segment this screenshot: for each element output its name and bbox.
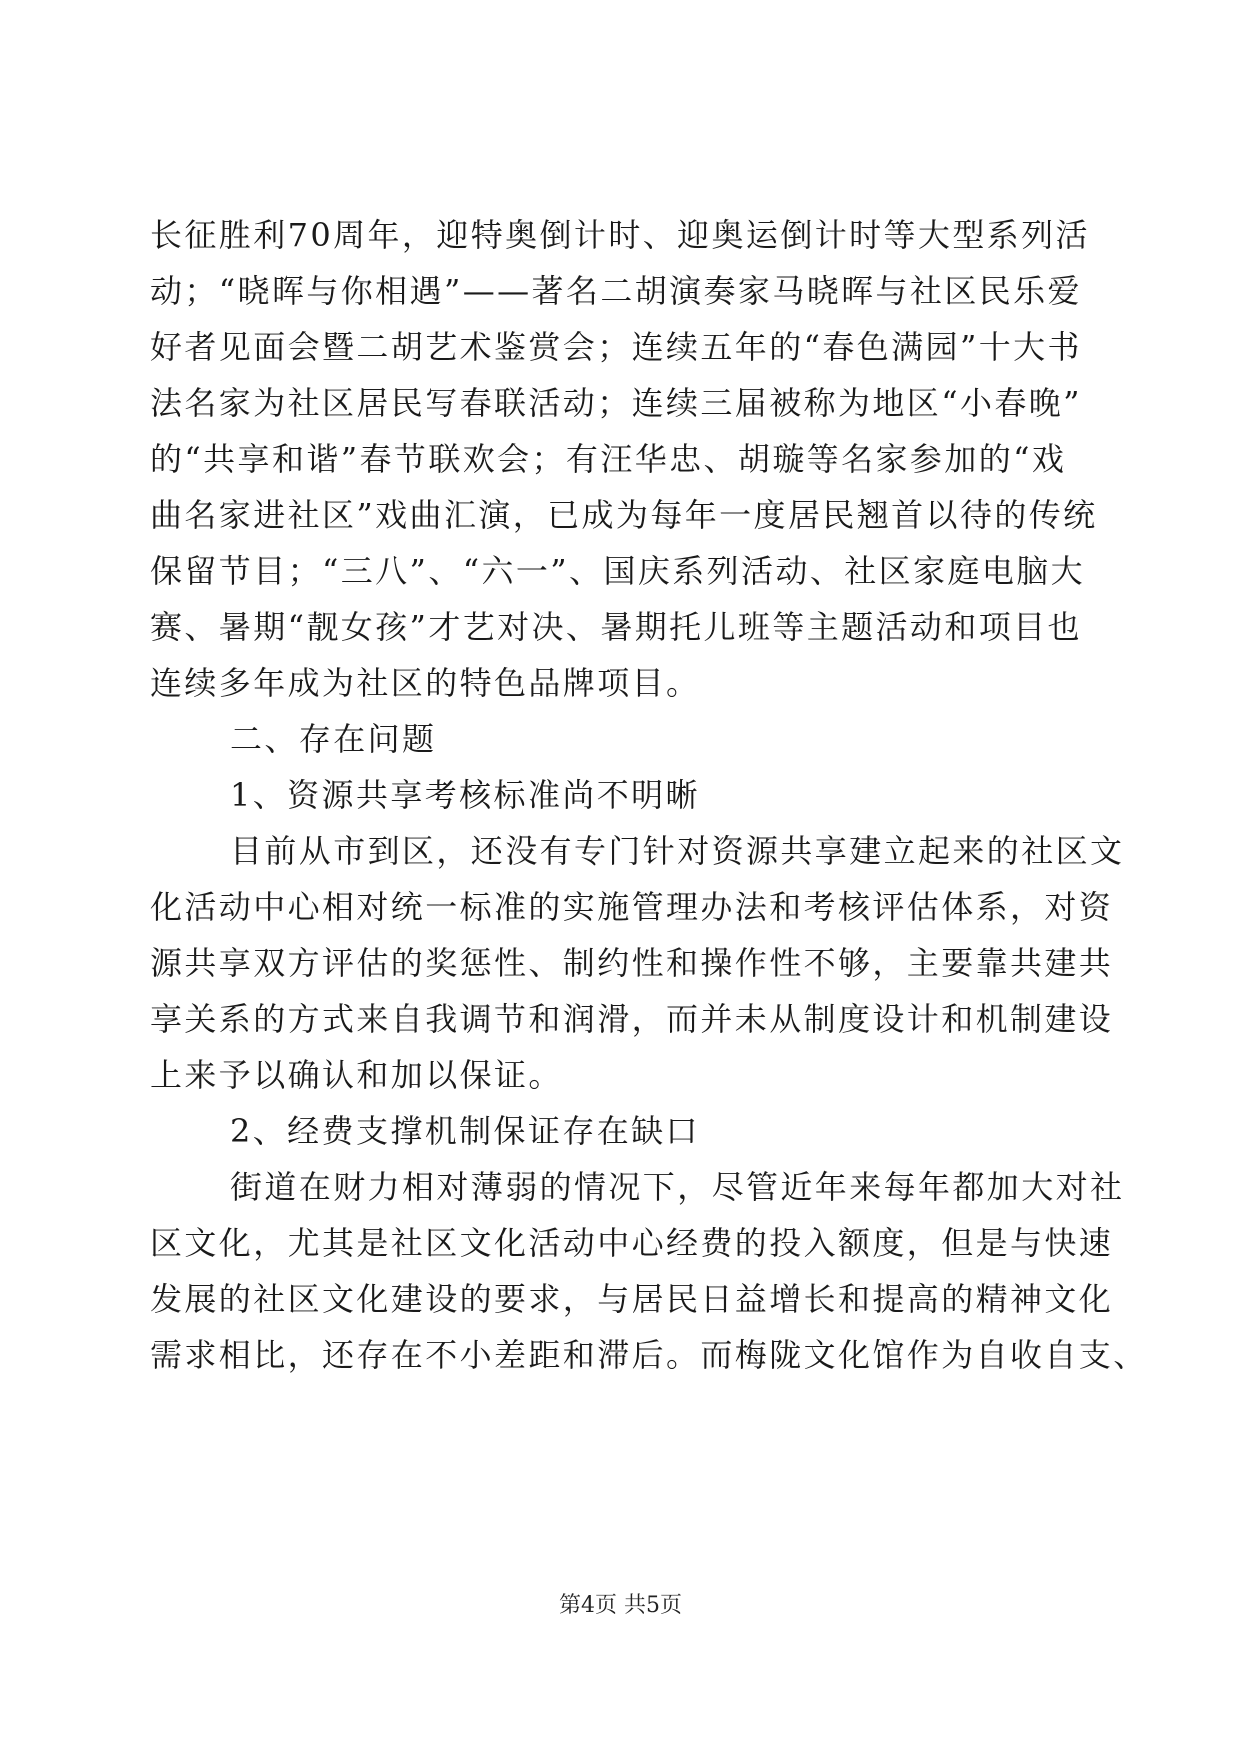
body-text-line: 长征胜利70周年，迎特奥倒计时、迎奥运倒计时等大型系列活 — [150, 216, 1090, 254]
section-heading: 二、存在问题 — [230, 720, 437, 758]
body-text-line: 目前从市到区，还没有专门针对资源共享建立起来的社区文 — [230, 832, 1125, 870]
body-text-line: 曲名家进社区”戏曲汇演，已成为每年一度居民翘首以待的传统 — [150, 496, 1098, 534]
body-text-line: 化活动中心相对统一标准的实施管理办法和考核评估体系，对资 — [150, 888, 1114, 926]
body-text-line: 法名家为社区居民写春联活动；连续三届被称为地区“小春晚” — [150, 384, 1082, 422]
body-text-line: 需求相比，还存在不小差距和滞后。而梅陇文化馆作为自收自支、 — [150, 1336, 1148, 1374]
body-text-line: 赛、暑期“靓女孩”才艺对决、暑期托儿班等主题活动和项目也 — [150, 608, 1082, 646]
subsection-heading: 1、资源共享考核标准尚不明晰 — [230, 776, 700, 814]
page-footer: 第4页 共5页 — [559, 1593, 682, 1618]
body-text-line: 动；“晓晖与你相遇”——著名二胡演奏家马晓晖与社区民乐爱 — [150, 272, 1082, 310]
body-text-line: 区文化，尤其是社区文化活动中心经费的投入额度，但是与快速 — [150, 1224, 1114, 1262]
body-text-line: 好者见面会暨二胡艺术鉴赏会；连续五年的“春色满园”十大书 — [150, 328, 1082, 366]
subsection-heading: 2、经费支撑机制保证存在缺口 — [230, 1112, 700, 1150]
body-text-line: 享关系的方式来自我调节和润滑，而并未从制度设计和机制建设 — [150, 1000, 1114, 1038]
body-text-line: 连续多年成为社区的特色品牌项目。 — [150, 664, 701, 702]
body-text-line: 源共享双方评估的奖惩性、制约性和操作性不够，主要靠共建共 — [150, 944, 1114, 982]
body-text-line: 发展的社区文化建设的要求，与居民日益增长和提高的精神文化 — [150, 1280, 1114, 1318]
body-text-line: 街道在财力相对薄弱的情况下，尽管近年来每年都加大对社 — [230, 1168, 1125, 1206]
body-text-line: 上来予以确认和加以保证。 — [150, 1056, 563, 1094]
body-text-line: 保留节目；“三八”、“六一”、国庆系列活动、社区家庭电脑大 — [150, 552, 1086, 590]
body-text-line: 的“共享和谐”春节联欢会；有汪华忠、胡璇等名家参加的“戏 — [150, 440, 1067, 478]
